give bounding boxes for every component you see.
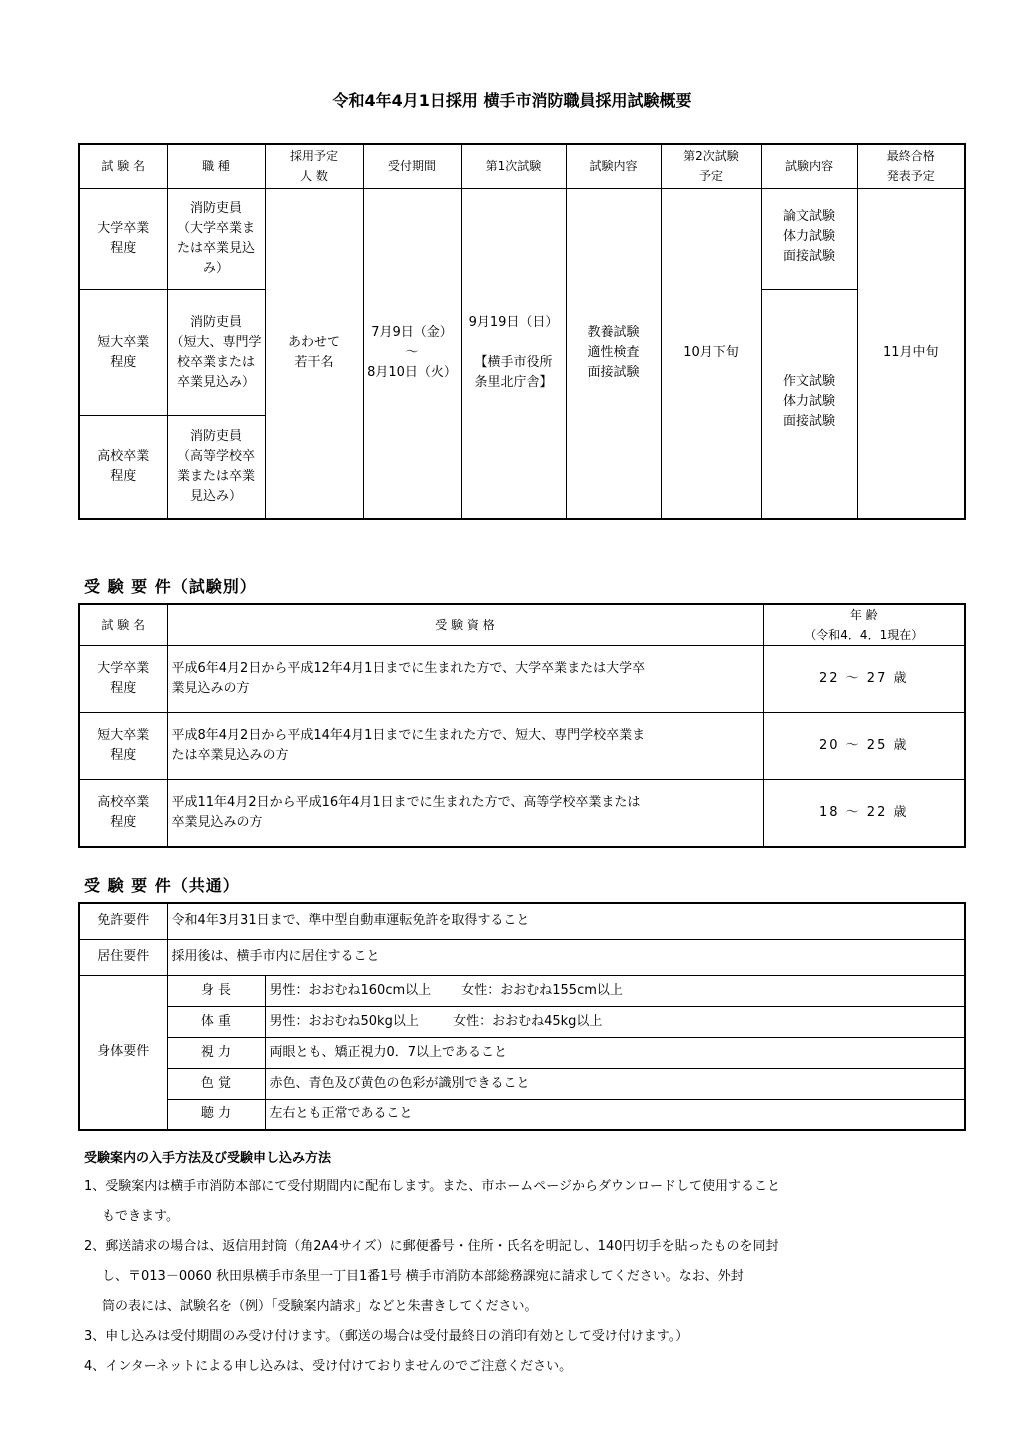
body-label: 身体要件: [79, 975, 167, 1130]
req-header-age: 年 齢 （令和4．4．1現在）: [763, 604, 965, 646]
residence-value: 採用後は、横手市内に居住すること: [167, 939, 965, 975]
body-item-color: 色 覚: [167, 1068, 265, 1099]
capacity-cell: あわせて 若干名: [265, 188, 363, 519]
body-value-vision: 両眼とも、矯正視力0．7以上であること: [265, 1037, 965, 1068]
req-header-exam: 試 験 名: [79, 604, 167, 646]
note-4: 4、インターネットによる申し込みは、受け付けておりませんのでご注意ください。: [84, 1359, 573, 1374]
req-age-univ: 22 ～ 27 歳: [763, 646, 965, 713]
content2-univ-cell: 論文試験 体力試験 面接試験: [761, 188, 857, 289]
req-qual-junior: 平成8年4月2日から平成14年4月1日までに生まれた方で、短大、専門学校卒業ま たは卒業見込みの方: [167, 713, 763, 780]
req-age-junior: 20 ～ 25 歳: [763, 713, 965, 780]
header-capacity: 採用予定 人 数: [265, 144, 363, 188]
license-label: 免許要件: [79, 903, 167, 939]
row-exam-junior: 短大卒業 程度: [79, 290, 167, 416]
row-exam-high: 高校卒業 程度: [79, 416, 167, 519]
body-item-height: 身 長: [167, 975, 265, 1006]
body-value-hearing: 左右とも正常であること: [265, 1099, 965, 1130]
row-job-junior: 消防吏員 （短大、専門学 校卒業または 卒業見込み）: [167, 290, 265, 416]
body-item-weight: 体 重: [167, 1006, 265, 1037]
req-exam-univ: 大学卒業 程度: [79, 646, 167, 713]
note-1: 1、受験案内は横手市消防本部にて受付期間内に配布します。また、市ホームページからダウンロードして使用すること: [84, 1179, 780, 1194]
req-qual-univ: 平成6年4月2日から平成12年4月1日までに生まれた方で、大学卒業または大学卒 業見込みの方: [167, 646, 763, 713]
body-value-height: 男性：おおむね160cm以上 女性：おおむね155cm以上: [265, 975, 965, 1006]
section-title-common: 受 験 要 件（共通）: [84, 876, 240, 895]
period-cell: 7月9日（金） ～ 8月10日（火）: [363, 188, 461, 519]
header-job: 職 種: [167, 144, 265, 188]
req-exam-high: 高校卒業 程度: [79, 780, 167, 847]
row-exam-univ: 大学卒業 程度: [79, 188, 167, 289]
note-3: 3、申し込みは受付期間のみ受け付けます。（郵送の場合は受付最終日の消印有効として受け付けます。）: [84, 1329, 689, 1344]
header-exam: 試 験 名: [79, 144, 167, 188]
page-title: 令和4年4月1日採用 横手市消防職員採用試験概要: [332, 91, 692, 110]
req-header-qual: 受 験 資 格: [167, 604, 763, 646]
note-2-cont1: し、〒013－0060 秋田県横手市条里一丁目1番1号 横手市消防本部総務課宛に請求してください。なお、外封: [102, 1269, 744, 1284]
req-exam-junior: 短大卒業 程度: [79, 713, 167, 780]
content2-other-cell: 作文試験 体力試験 面接試験: [761, 290, 857, 519]
header-second-exam: 第2次試験 予定: [661, 144, 761, 188]
row-job-high: 消防吏員 （高等学校卒 業または卒業 見込み）: [167, 416, 265, 519]
residence-label: 居住要件: [79, 939, 167, 975]
section-title-exam-specific: 受 験 要 件（試験別）: [84, 577, 257, 596]
note-2-cont2: 筒の表には、試験名を（例）「受験案内請求」などと朱書きしてください。: [102, 1299, 538, 1314]
content1-cell: 教養試験 適性検査 面接試験: [566, 188, 661, 519]
notes-list: [84, 1172, 914, 1382]
body-item-hearing: 聴 力: [167, 1099, 265, 1130]
note-2: 2、郵送請求の場合は、返信用封筒（角2A4サイズ）に郵便番号・住所・氏名を明記し、140円切手を貼ったものを同封: [84, 1239, 779, 1254]
exam-overview-table: [78, 143, 966, 520]
header-first-exam: 第1次試験: [461, 144, 566, 188]
license-value: 令和4年3月31日まで、準中型自動車運転免許を取得すること: [167, 903, 965, 939]
body-value-weight: 男性：おおむね50kg以上 女性：おおむね45kg以上: [265, 1006, 965, 1037]
req-qual-high: 平成11年4月2日から平成16年4月1日までに生まれた方で、高等学校卒業または 卒業見込みの方: [167, 780, 763, 847]
requirements-by-exam-table: [78, 603, 966, 848]
body-value-color: 赤色、青色及び黄色の色彩が識別できること: [265, 1068, 965, 1099]
first-exam-cell: 9月19日（日） 【横手市役所 条里北庁舎】: [461, 188, 566, 519]
notes-title: 受験案内の入手方法及び受験申し込み方法: [84, 1151, 332, 1166]
header-content2: 試験内容: [761, 144, 857, 188]
final-date-cell: 11月中旬: [857, 188, 965, 519]
header-period: 受付期間: [363, 144, 461, 188]
header-final: 最終合格 発表予定: [857, 144, 965, 188]
common-requirements-table: [78, 902, 966, 1131]
req-age-high: 18 ～ 22 歳: [763, 780, 965, 847]
second-exam-cell: 10月下旬: [661, 188, 761, 519]
note-1-cont: もできます。: [102, 1209, 179, 1224]
body-item-vision: 視 力: [167, 1037, 265, 1068]
header-content1: 試験内容: [566, 144, 661, 188]
row-job-univ: 消防吏員 （大学卒業ま たは卒業見込 み）: [167, 188, 265, 289]
